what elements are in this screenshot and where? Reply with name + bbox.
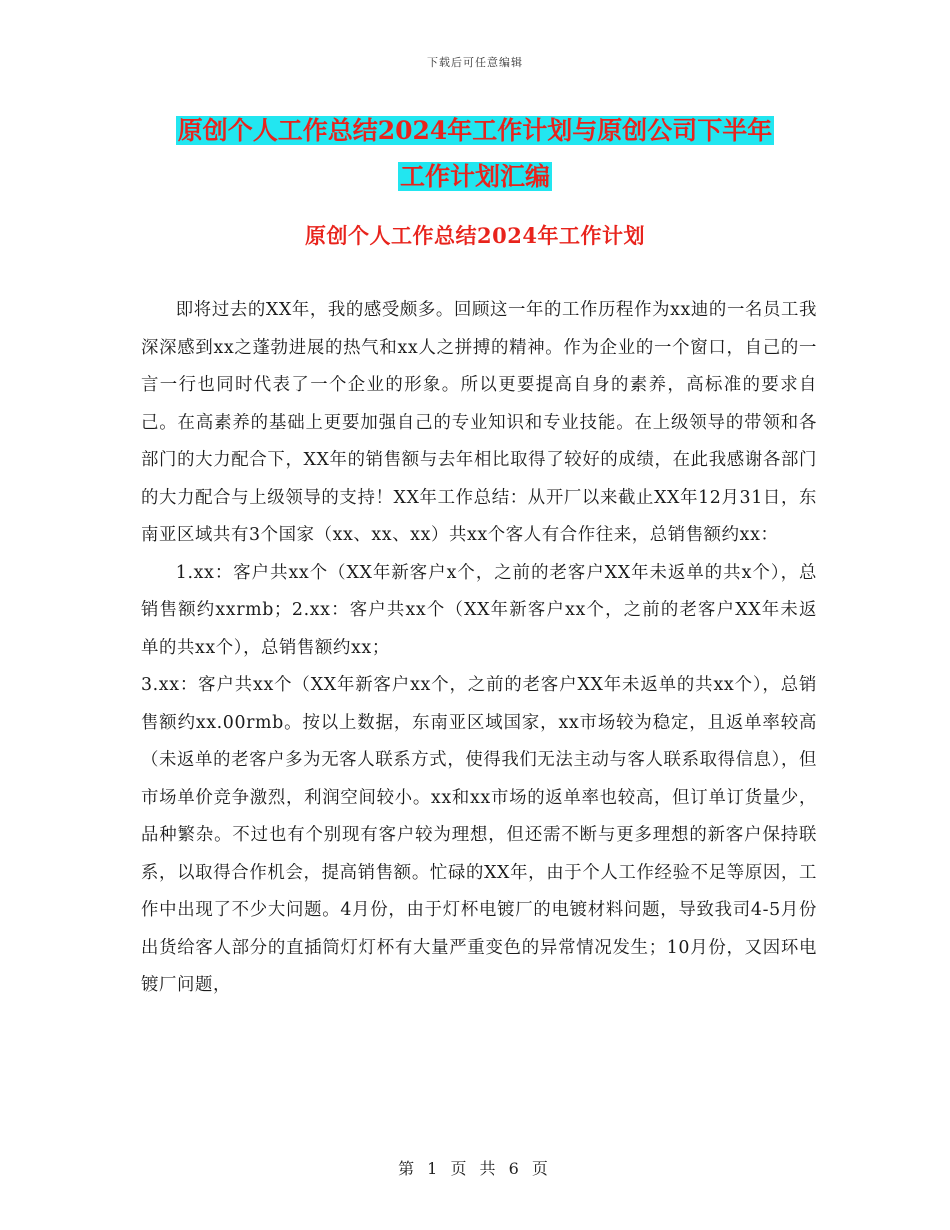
section-title: 原创个人工作总结2024年工作计划	[305, 223, 645, 248]
paragraph: 3.xx：客户共xx个（XX年新客户xx个，之前的老客户XX年未返单的共xx个），总销售额约xx.00rmb。按以上数据，东南亚区域国家，xx市场较为稳定，且返单率较高（未返单的老客户多为无客人联系方式，使得我们无法主动与客人联系取得信息），但市场单价竞争激烈，利润空间较小。xx和xx市场的返单率也较高，但订单订货量少，品种繁杂。不过也有个别现有客户较为理想，但还需不断与更多理想的新客户保持联系，以取得合作机会，提高销售额。忙碌的XX年，由于个人工作经验不足等原因，工作中出现了不少大问题。4月份，由于灯杯电镀厂的电镀材料问题，导致我司4-5月份出货给客人部分的直插筒灯灯杯有大量严重变色的异常情况发生；10月份，又因环电镀厂问题，	[141, 675, 817, 995]
page-number-footer: 第 1 页 共 6 页	[398, 1159, 552, 1178]
paragraph: 1.xx：客户共xx个（XX年新客户x个，之前的老客户XX年未返单的共x个），总销售额约xxrmb；2.xx：客户共xx个（XX年新客户xx个，之前的老客户XX年未返单的共xx个），总销售额约xx；	[141, 562, 817, 658]
document-title-line2: 工作计划汇编	[399, 162, 550, 191]
paragraph: 即将过去的XX年，我的感受颇多。回顾这一年的工作历程作为xx迪的一名员工我深深感到xx之蓬勃进展的热气和xx人之拼搏的精神。作为企业的一个窗口，自己的一言一行也同时代表了一个企业的形象。所以更要提高自身的素养，高标准的要求自己。在高素养的基础上更要加强自己的专业知识和专业技能。在上级领导的带领和各部门的大力配合下，XX年的销售额与去年相比取得了较好的成绩，在此我感谢各部门的大力配合与上级领导的支持！XX年工作总结：从开厂以来截止XX年12月31日，东南亚区域共有3个国家（xx、xx、xx）共xx个客人有合作往来，总销售额约xx：	[141, 300, 817, 545]
header-note: 下载后可任意编辑	[427, 56, 523, 69]
document-title-line1: 原创个人工作总结2024年工作计划与原创公司下半年	[177, 116, 773, 145]
document-body	[141, 292, 817, 1005]
document-title	[140, 108, 810, 200]
